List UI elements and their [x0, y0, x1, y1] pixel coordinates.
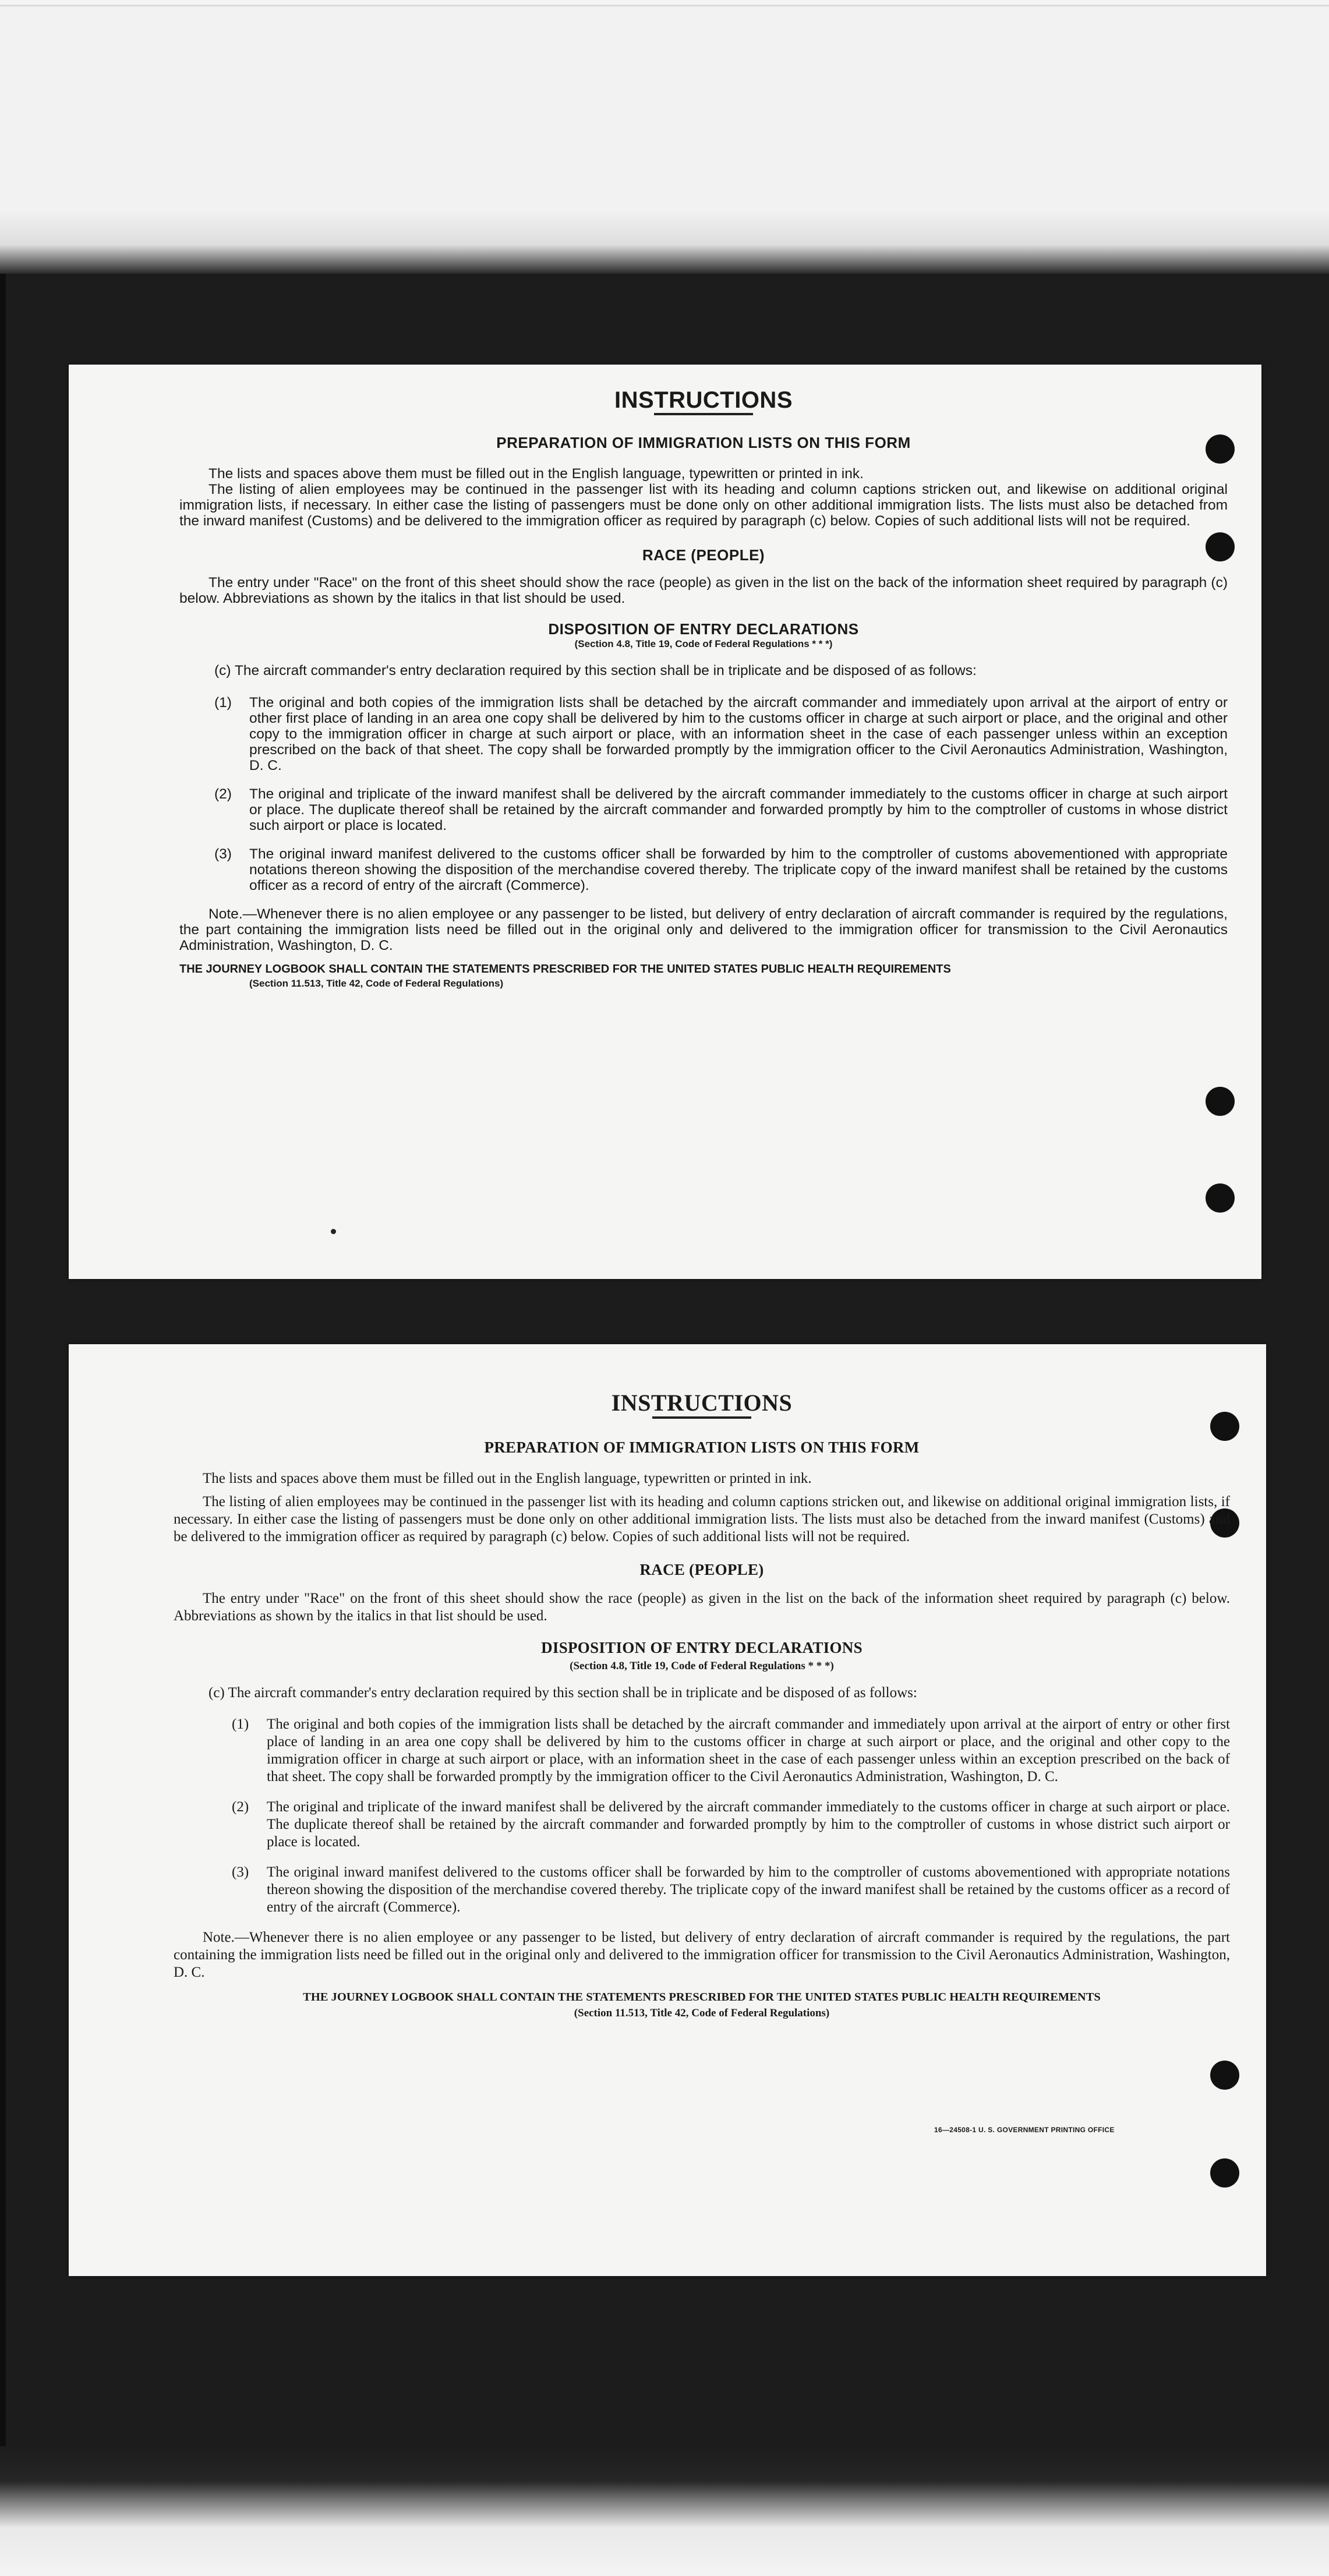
heading-preparation: PREPARATION OF IMMIGRATION LISTS ON THIS FORM	[496, 434, 911, 451]
logbook-citation: (Section 11.513, Title 42, Code of Federal Regulations)	[574, 2007, 830, 2019]
item-number: (2)	[214, 786, 232, 802]
paragraph-listing: The listing of alien employees may be continued in the passenger list with its heading and column captions stricken out, and likewise on additional original immigration lists, if necessary. In either case the listing of passengers must be done only on other additional immigration lists. The lists must also be detached from the inward manifest (Customs) and be delivered to the immigration officer as required by paragraph (c) below. Copies of such additional lists will not be required.	[174, 1494, 1230, 1545]
film-border-top	[0, 0, 1329, 274]
punch-hole	[1210, 2061, 1239, 2090]
instruction-sheet-top	[69, 365, 1261, 1279]
title-rule	[652, 1416, 751, 1419]
note-paragraph: Note.—Whenever there is no alien employee or any passenger to be listed, but delivery of entry declaration of aircraft commander is required by the regulations, the part containing the immigration lists need be filled out in the original only and delivered to the immigration officer for transmission to the Civil Aeronautics Administration, Washington, D. C.	[179, 906, 1228, 953]
logbook-citation: (Section 11.513, Title 42, Code of Federal Regulations)	[249, 978, 504, 989]
item-number: (2)	[232, 1799, 249, 1815]
printing-office-code: 16—24508-1 U. S. GOVERNMENT PRINTING OFFICE	[934, 2126, 1115, 2134]
note-paragraph: Note.—Whenever there is no alien employee or any passenger to be listed, but delivery of entry declaration of aircraft commander is required by the regulations, the part containing the immigration lists need be filled out in the original only and delivered to the immigration officer for transmission to the Civil Aeronautics Administration, Washington, D. C.	[174, 1930, 1230, 1980]
item-text: The original inward manifest delivered to the customs officer shall be forwarded by him to the comptroller of customs abovementioned with appropriate notations thereon showing the disposition of the merchandise covered thereby. The triplicate copy of the inward manifest shall be retained by the customs officer as a record of entry of the aircraft (Commerce).	[267, 1864, 1230, 1915]
title-rule	[654, 413, 753, 415]
paragraph-race: The entry under "Race" on the front of this sheet should show the race (people) as given in the list on the back of the information sheet required by paragraph (c) below. Abbreviations as shown by the italics in that list should be used.	[179, 575, 1228, 606]
paragraph-c: (c) The aircraft commander's entry declaration required by this section shall be in triplicate and be disposed of as follows:	[208, 1685, 917, 1701]
item-text: The original inward manifest delivered to the customs officer shall be forwarded by him to the comptroller of customs abovementioned with appropriate notations thereon showing the disposition of the merchandise covered thereby. The triplicate copy of the inward manifest shall be retained by the customs officer as a record of entry of the aircraft (Commerce).	[249, 846, 1228, 893]
heading-race: RACE (PEOPLE)	[639, 1561, 764, 1578]
list-item	[214, 846, 1228, 893]
speck	[331, 1229, 336, 1234]
punch-hole	[1210, 2158, 1239, 2188]
heading-race: RACE (PEOPLE)	[642, 546, 765, 564]
item-number: (1)	[232, 1716, 249, 1732]
list-item	[232, 1798, 1230, 1851]
sheet-content	[174, 1390, 1230, 2022]
item-number: (3)	[232, 1864, 249, 1880]
list-item	[214, 695, 1228, 773]
logbook-requirement: THE JOURNEY LOGBOOK SHALL CONTAIN THE STATEMENTS PRESCRIBED FOR THE UNITED STATES PUBLIC HEALTH REQUIREMENTS	[179, 963, 951, 976]
instruction-sheet-bottom	[69, 1344, 1266, 2276]
sheet-content	[179, 387, 1228, 991]
item-text: The original and triplicate of the inward manifest shall be delivered by the aircraft commander immediately to the customs officer in charge at such airport or place. The duplicate thereof shall be retained by the aircraft commander and forwarded promptly by him to the comptroller of customs in whose district such airport or place is located.	[267, 1799, 1230, 1850]
punch-hole	[1206, 1183, 1235, 1213]
disposition-citation: (Section 4.8, Title 19, Code of Federal Regulations * * *)	[570, 1660, 834, 1672]
logbook-requirement: THE JOURNEY LOGBOOK SHALL CONTAIN THE STATEMENTS PRESCRIBED FOR THE UNITED STATES PUBLIC HEALTH REQUIREMENTS	[303, 1991, 1101, 2003]
paragraph-c: (c) The aircraft commander's entry declaration required by this section shall be in triplicate and be disposed of as follows:	[214, 663, 977, 679]
item-text: The original and triplicate of the inward manifest shall be delivered by the aircraft commander immediately to the customs officer in charge at such airport or place. The duplicate thereof shall be retained by the aircraft commander and forwarded promptly by him to the comptroller of customs in whose district such airport or place is located.	[249, 786, 1228, 833]
item-text: The original and both copies of the immigration lists shall be detached by the aircraft commander and immediately upon arrival at the airport of entry or other first place of landing in an area one copy shall be delivered by him to the customs officer in charge at such airport or place, and the original and other copy to the immigration officer in charge at such airport or place, with an information sheet in the case of each passenger unless within an exception prescribed on the back of that sheet. The copy shall be forwarded promptly by the immigration officer to the Civil Aeronautics Administration, Washington, D. C.	[249, 695, 1228, 773]
disposition-citation: (Section 4.8, Title 19, Code of Federal Regulations * * *)	[574, 638, 833, 649]
heading-disposition: DISPOSITION OF ENTRY DECLARATIONS	[541, 1639, 863, 1656]
list-item	[232, 1864, 1230, 1916]
page-title: INSTRUCTIONS	[614, 387, 793, 413]
film-border-bottom	[0, 2446, 1329, 2576]
paragraph-english: The lists and spaces above them must be filled out in the English language, typewritten or printed in ink.	[203, 1471, 812, 1486]
film-edge	[0, 274, 6, 2446]
list-item	[214, 786, 1228, 833]
heading-disposition: DISPOSITION OF ENTRY DECLARATIONS	[548, 620, 859, 638]
paragraph-listing: The listing of alien employees may be continued in the passenger list with its heading and column captions stricken out, and likewise on additional original immigration lists, if necessary. In either case the listing of passengers must be done only on other additional immigration lists. The lists must also be detached from the inward manifest (Customs) and be delivered to the immigration officer as required by paragraph (c) below. Copies of such additional lists will not be required.	[179, 482, 1228, 529]
item-text: The original and both copies of the immigration lists shall be detached by the aircraft commander and immediately upon arrival at the airport of entry or other first place of landing in an area one copy shall be delivered by him to the customs officer in charge at such airport or place, and the original and other copy to the immigration officer in charge at such airport or place, with an information sheet in the case of each passenger unless within an exception prescribed on the back of that sheet. The copy shall be forwarded promptly by the immigration officer to the Civil Aeronautics Administration, Washington, D. C.	[267, 1716, 1230, 1785]
item-number: (3)	[214, 846, 232, 862]
disposition-list	[179, 695, 1228, 893]
item-number: (1)	[214, 695, 232, 711]
paragraph-race: The entry under "Race" on the front of this sheet should show the race (people) as given in the list on the back of the information sheet required by paragraph (c) below. Abbreviations as shown by the italics in that list should be used.	[174, 1591, 1230, 1624]
list-item	[232, 1716, 1230, 1786]
page-title: INSTRUCTIONS	[611, 1390, 793, 1416]
disposition-list	[174, 1716, 1230, 1916]
paragraph-english: The lists and spaces above them must be filled out in the English language, typewritten or printed in ink.	[208, 466, 864, 482]
heading-preparation: PREPARATION OF IMMIGRATION LISTS ON THIS FORM	[484, 1439, 920, 1456]
punch-hole	[1206, 1087, 1235, 1116]
